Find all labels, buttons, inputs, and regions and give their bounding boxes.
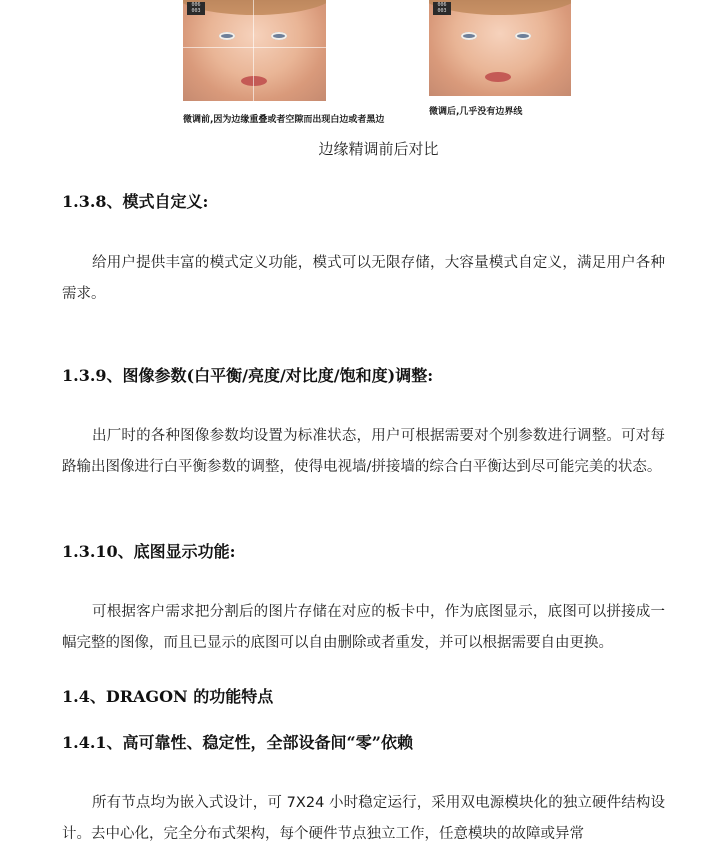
photo-seam-vertical xyxy=(253,0,254,101)
osd-overlay: 006 003 xyxy=(187,2,205,15)
photo-mouth xyxy=(485,72,511,82)
paragraph-1-3-10: 可根据客户需求把分割后的图片存储在对应的板卡中，作为底图显示，底图可以拼接成一幅完整的图像，而且已显示的底图可以自由删除或者重发，并可以根据需要自由更换。 xyxy=(62,604,665,651)
after-adjustment-photo xyxy=(429,0,571,96)
heading-1-3-8: 1.3.8、模式自定义: xyxy=(62,192,209,211)
photo-seam-horizontal xyxy=(183,47,326,48)
heading-1-3-10: 1.3.10、底图显示功能: xyxy=(62,542,236,561)
photo-left-eye xyxy=(219,32,235,40)
before-adjustment-photo xyxy=(183,0,326,101)
after-photo-note: 微调后,几乎没有边界线 xyxy=(429,107,523,117)
photo-right-eye xyxy=(515,32,531,40)
paragraph-1-3-8: 给用户提供丰富的模式定义功能，模式可以无限存储，大容量模式自定义，满足用户各种需求。 xyxy=(62,255,665,302)
osd-overlay: 006 003 xyxy=(433,2,451,15)
heading-1-4: 1.4、DRAGON 的功能特点 xyxy=(62,687,274,706)
before-photo-note: 微调前,因为边缘重叠或者空隙而出现白边或者黑边 xyxy=(183,115,385,125)
paragraph-1-4-1: 所有节点均为嵌入式设计，可 7X24 小时稳定运行，采用双电源模块化的独立硬件结构设计。去中心化，完全分布式架构，每个硬件节点独立工作，任意模块的故障或异常 xyxy=(62,795,665,842)
figure-caption: 边缘精调前后对比 xyxy=(318,140,439,158)
heading-1-4-1: 1.4.1、高可靠性、稳定性，全部设备间“零”依赖 xyxy=(62,733,413,752)
photo-right-eye xyxy=(271,32,287,40)
heading-1-3-9: 1.3.9、图像参数(白平衡/亮度/对比度/饱和度)调整: xyxy=(62,366,434,385)
photo-mouth xyxy=(241,76,267,86)
photo-left-eye xyxy=(461,32,477,40)
paragraph-1-3-9: 出厂时的各种图像参数均设置为标准状态，用户可根据需要对个别参数进行调整。可对每路输出图像进行白平衡参数的调整，使得电视墙/拼接墙的综合白平衡达到尽可能完美的状态。 xyxy=(62,428,665,475)
